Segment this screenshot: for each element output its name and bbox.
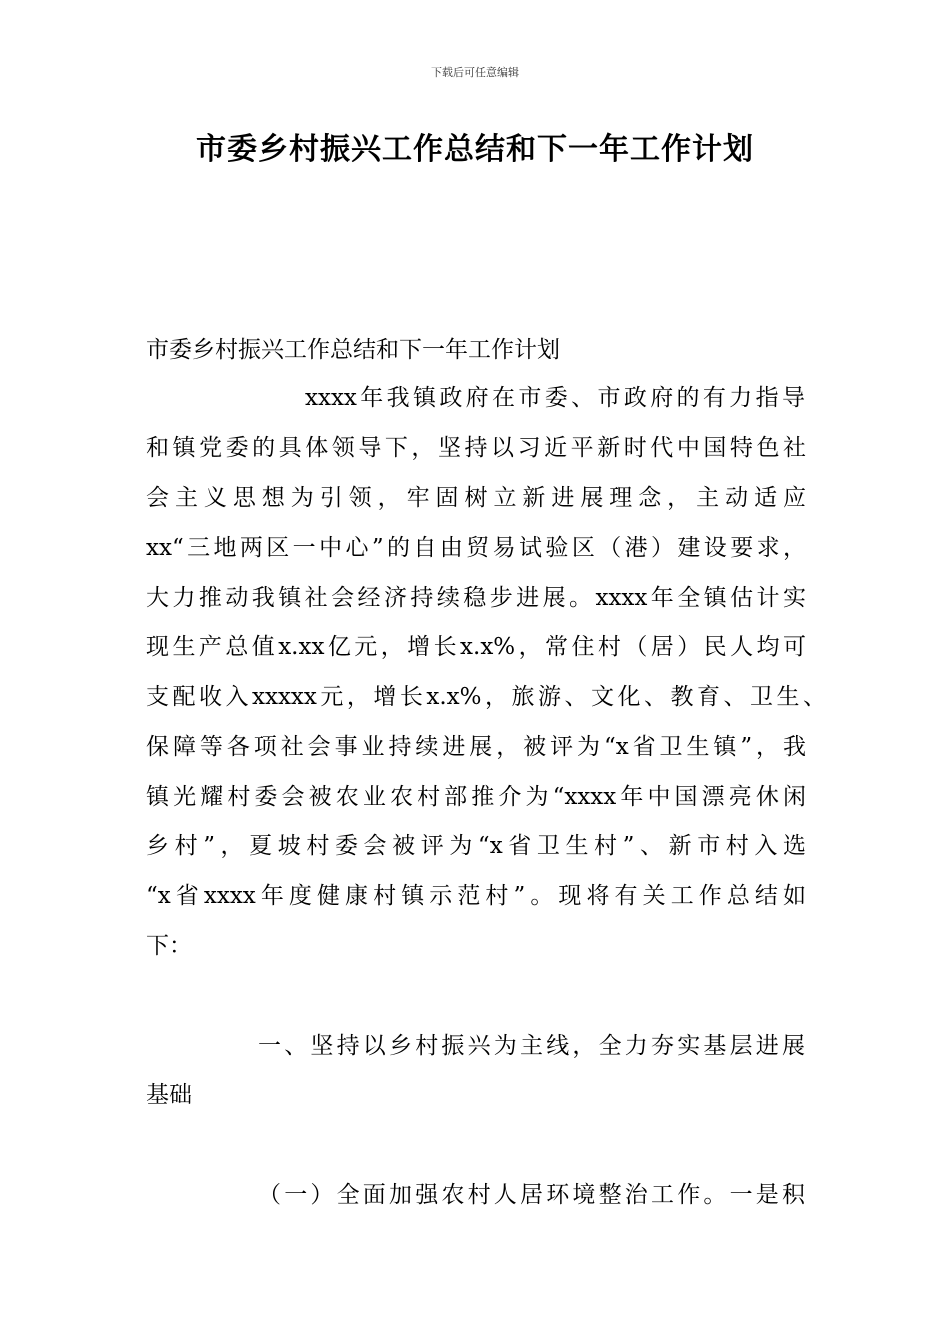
paragraph-line: 乡村”，夏坡村委会被评为“x省卫生村”、新市村入选 xyxy=(146,833,806,859)
paragraph-line: xxxx年我镇政府在市委、市政府的有力指导 xyxy=(305,385,805,411)
paragraph-line: 下： xyxy=(146,933,192,959)
section-heading-line: 基础 xyxy=(146,1082,192,1108)
page-header-note: 下载后可任意编辑 xyxy=(431,66,519,79)
paragraph-line: xx“三地两区一中心”的自由贸易试验区（港）建设要求， xyxy=(146,535,806,561)
paragraph-line: 保障等各项社会事业持续进展，被评为“x省卫生镇”，我 xyxy=(146,734,806,760)
document-subtitle: 市委乡村振兴工作总结和下一年工作计划 xyxy=(146,337,560,363)
paragraph-line: “x省xxxx年度健康村镇示范村”。现将有关工作总结如 xyxy=(146,883,806,909)
paragraph-line: 现生产总值x.xx亿元，增长x.x%，常住村（居）民人均可 xyxy=(146,634,806,660)
paragraph-line: 和镇党委的具体领导下，坚持以习近平新时代中国特色社 xyxy=(146,435,806,461)
paragraph-line: 会主义思想为引领，牢固树立新进展理念，主动适应 xyxy=(146,485,806,511)
paragraph-line: 支配收入xxxxx元，增长x.x%，旅游、文化、教育、卫生、 xyxy=(146,684,826,710)
paragraph-line: 大力推动我镇社会经济持续稳步进展。xxxx年全镇估计实 xyxy=(146,585,806,611)
paragraph-line: 镇光耀村委会被农业农村部推介为“xxxx年中国漂亮休闲 xyxy=(146,784,806,810)
subsection-heading-1: （一）全面加强农村人居环境整治工作。一是积 xyxy=(258,1182,805,1208)
document-title: 市委乡村振兴工作总结和下一年工作计划 xyxy=(196,132,754,167)
section-heading-line: 一、坚持以乡村振兴为主线，全力夯实基层进展 xyxy=(258,1033,805,1059)
